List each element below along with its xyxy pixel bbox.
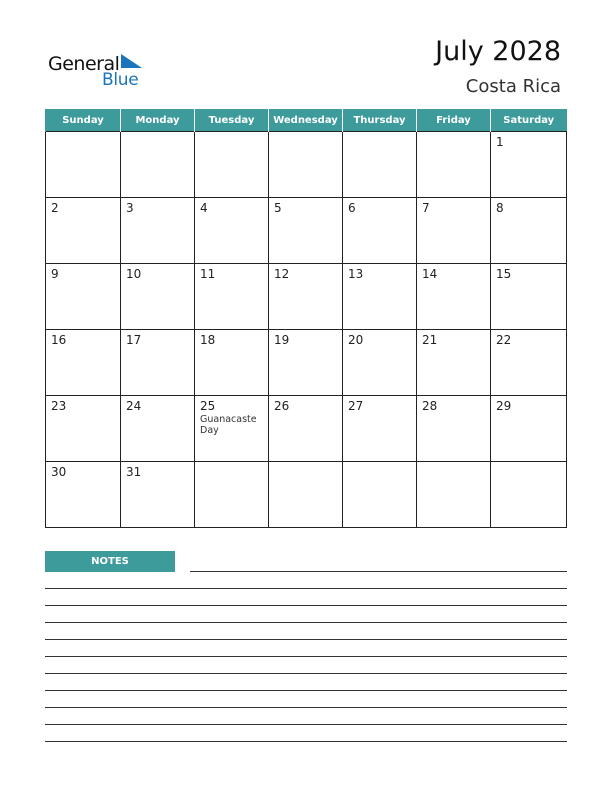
day-cell <box>491 462 567 528</box>
day-cell <box>195 330 269 396</box>
notes-line <box>45 605 567 606</box>
day-cell <box>269 462 343 528</box>
calendar-week-row <box>46 462 567 528</box>
day-number: 12 <box>274 267 290 281</box>
logo-blue-text: Blue <box>102 70 139 90</box>
day-cell <box>343 264 417 330</box>
day-cell <box>343 330 417 396</box>
day-number: 31 <box>126 465 142 479</box>
notes-line <box>45 622 567 623</box>
notes-line <box>45 639 567 640</box>
day-cell <box>121 330 195 396</box>
day-number: 1 <box>496 135 504 149</box>
day-number: 3 <box>126 201 134 215</box>
day-cell <box>417 396 491 462</box>
calendar-week-row <box>46 132 567 198</box>
notes-line <box>45 588 567 589</box>
day-cell <box>121 132 195 198</box>
day-number <box>417 132 490 135</box>
day-number: 25 <box>200 399 216 413</box>
day-cell <box>195 198 269 264</box>
notes-line <box>45 690 567 691</box>
day-cell <box>46 396 121 462</box>
calendar-week-row <box>46 264 567 330</box>
day-number: 24 <box>126 399 142 413</box>
day-cell <box>195 264 269 330</box>
day-cell <box>343 462 417 528</box>
notes-line <box>45 656 567 657</box>
day-number: 14 <box>422 267 438 281</box>
day-cell <box>269 132 343 198</box>
notes-line <box>190 571 567 572</box>
day-number: 6 <box>348 201 356 215</box>
notes-label: NOTES <box>45 551 175 572</box>
day-cell <box>343 132 417 198</box>
notes-line <box>45 673 567 674</box>
day-cell <box>343 396 417 462</box>
day-cell <box>46 462 121 528</box>
day-number <box>46 132 120 135</box>
day-cell <box>417 330 491 396</box>
day-number: 15 <box>496 267 512 281</box>
day-number: 27 <box>348 399 364 413</box>
day-number: 4 <box>200 201 208 215</box>
day-cell <box>121 264 195 330</box>
day-cell <box>269 264 343 330</box>
day-number: 21 <box>422 333 438 347</box>
calendar-week-row <box>46 396 567 462</box>
day-cell <box>121 462 195 528</box>
calendar-week-row <box>46 330 567 396</box>
day-cell <box>46 264 121 330</box>
day-number: 17 <box>126 333 142 347</box>
weekday-header-row <box>46 109 567 132</box>
day-cell <box>491 396 567 462</box>
logo <box>48 52 158 92</box>
logo-triangle-icon <box>121 54 142 68</box>
day-number: 8 <box>496 201 504 215</box>
day-cell <box>491 198 567 264</box>
day-cell <box>417 198 491 264</box>
logo-general-text: General <box>48 53 120 75</box>
holiday-label: Guanacaste Day <box>200 414 257 436</box>
day-number: 13 <box>348 267 364 281</box>
day-number <box>121 132 194 135</box>
calendar-body <box>46 132 567 528</box>
day-number: 29 <box>496 399 512 413</box>
day-cell <box>46 330 121 396</box>
day-cell <box>121 198 195 264</box>
day-cell <box>491 330 567 396</box>
country-name: Costa Rica <box>465 76 561 97</box>
day-cell <box>46 132 121 198</box>
notes-line <box>45 741 567 742</box>
day-cell <box>121 396 195 462</box>
day-number: 22 <box>496 333 512 347</box>
day-number: 18 <box>200 333 216 347</box>
weekday-header: Tuesday <box>195 109 269 132</box>
day-number <box>343 132 416 135</box>
day-cell <box>195 396 269 462</box>
notes-line <box>45 724 567 725</box>
day-cell <box>269 330 343 396</box>
day-number <box>195 132 268 135</box>
weekday-header: Monday <box>121 109 195 132</box>
calendar-week-row <box>46 198 567 264</box>
day-number: 11 <box>200 267 216 281</box>
day-number: 20 <box>348 333 364 347</box>
day-cell <box>195 462 269 528</box>
page-title: July 2028 <box>435 36 561 67</box>
day-number <box>195 462 268 465</box>
day-number <box>491 462 566 465</box>
day-number: 9 <box>51 267 59 281</box>
day-number: 23 <box>51 399 67 413</box>
day-cell <box>491 132 567 198</box>
day-cell <box>269 198 343 264</box>
weekday-header: Friday <box>417 109 491 132</box>
day-number: 28 <box>422 399 438 413</box>
day-number: 19 <box>274 333 290 347</box>
day-cell <box>491 264 567 330</box>
day-number: 5 <box>274 201 282 215</box>
day-cell <box>195 132 269 198</box>
day-cell <box>417 462 491 528</box>
day-number <box>269 462 342 465</box>
day-number: 16 <box>51 333 67 347</box>
day-number: 26 <box>274 399 290 413</box>
calendar-grid <box>45 109 567 528</box>
weekday-header: Wednesday <box>269 109 343 132</box>
day-cell <box>269 396 343 462</box>
day-cell <box>417 132 491 198</box>
day-number: 2 <box>51 201 59 215</box>
day-number: 30 <box>51 465 67 479</box>
weekday-header: Thursday <box>343 109 417 132</box>
day-number <box>417 462 490 465</box>
notes-line <box>45 707 567 708</box>
day-cell <box>343 198 417 264</box>
day-number <box>343 462 416 465</box>
day-cell <box>46 198 121 264</box>
day-number: 10 <box>126 267 142 281</box>
day-number: 7 <box>422 201 430 215</box>
day-cell <box>417 264 491 330</box>
weekday-header: Saturday <box>491 109 567 132</box>
day-number <box>269 132 342 135</box>
weekday-header: Sunday <box>46 109 121 132</box>
